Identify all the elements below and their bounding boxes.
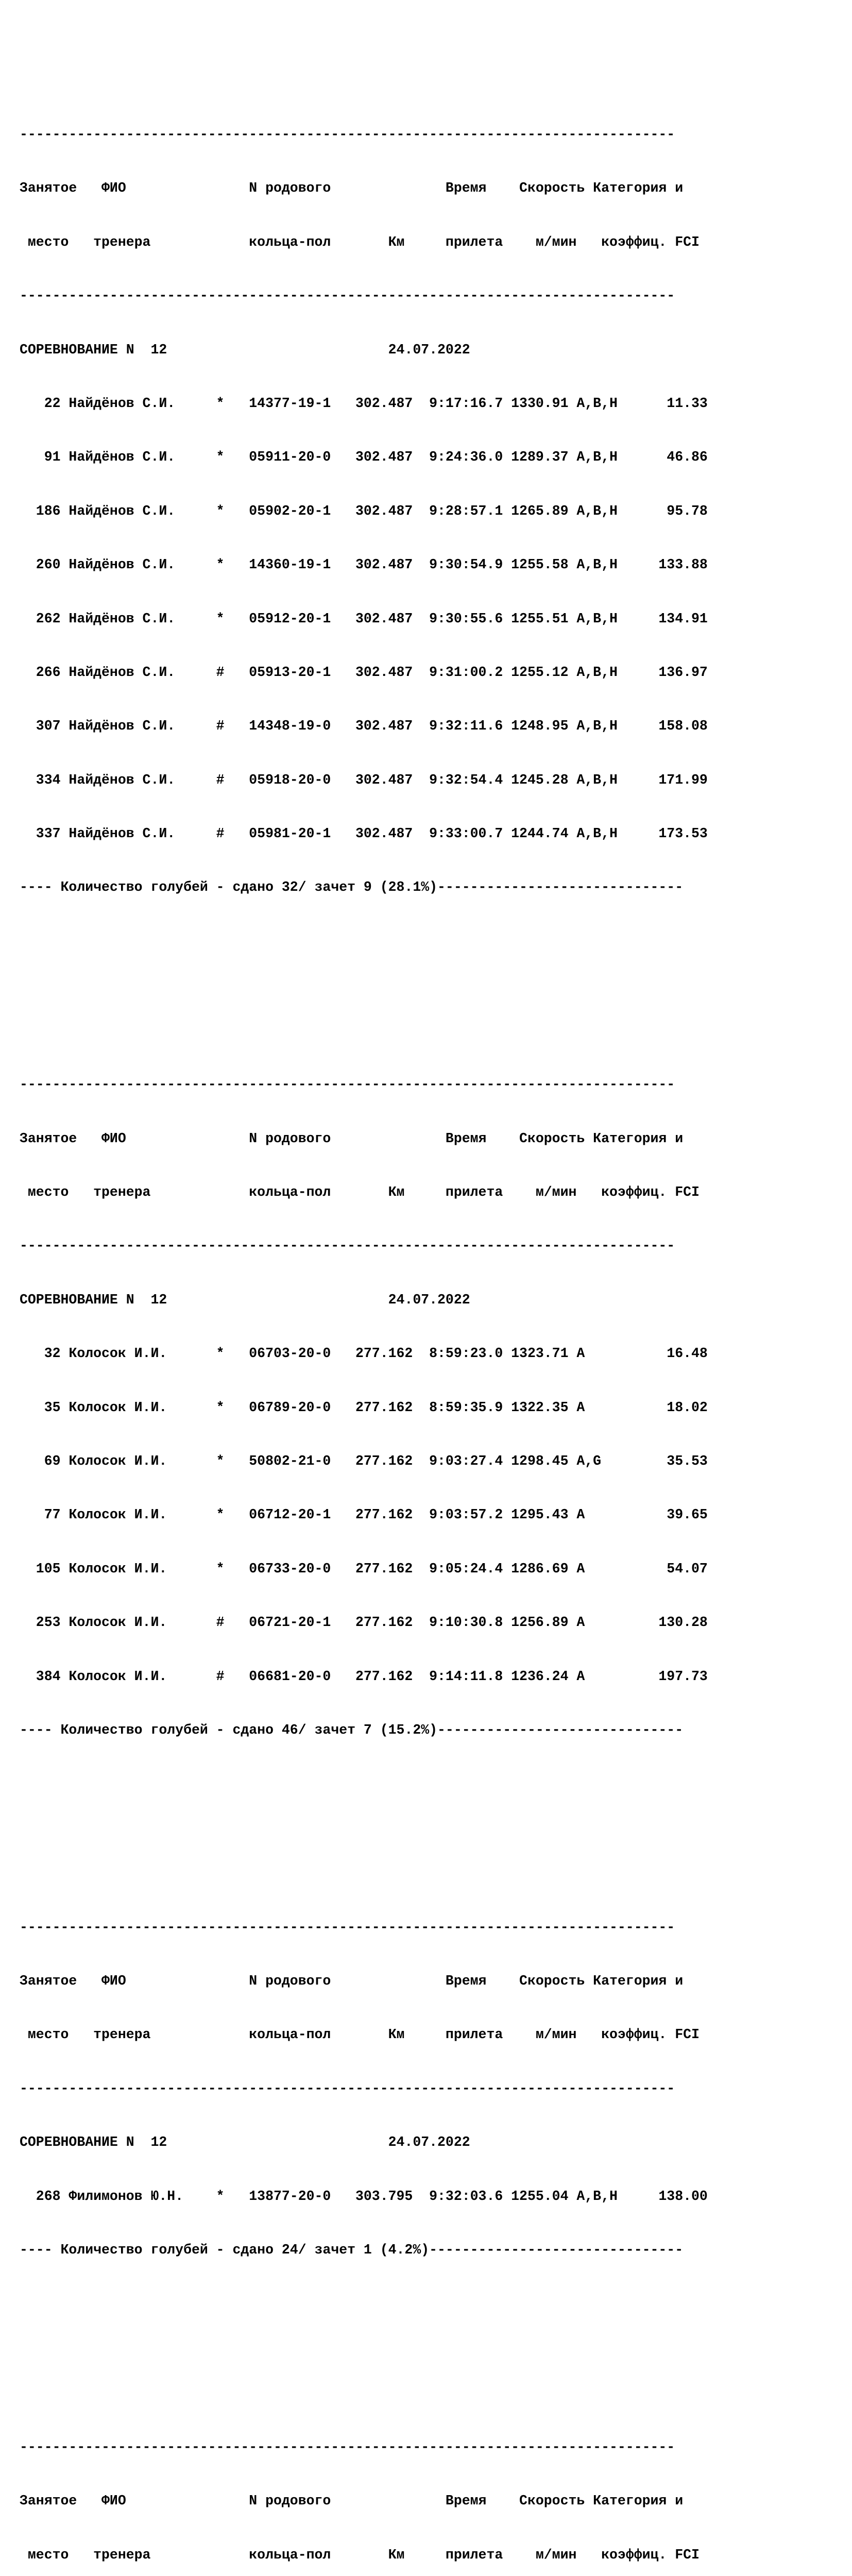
summary-line: ---- Количество голубей - сдано 46/ зачет 7 (15.2%)------------------------------ xyxy=(20,1722,684,1738)
column-header-line-2: место тренера кольца-пол Км прилета м/мин коэффиц. FCI xyxy=(20,2027,700,2043)
result-row: 69 Колосок И.И. * 50802-21-0 277.162 9:03:27.4 1298.45 A,G 35.53 xyxy=(20,1453,708,1469)
separator-line: -------------------------------------------------------------------------------- xyxy=(20,2080,675,2096)
separator-line: -------------------------------------------------------------------------------- xyxy=(20,1238,675,1254)
separator-line: -------------------------------------------------------------------------------- xyxy=(20,1919,675,1935)
column-header-line-2: место тренера кольца-пол Км прилета м/мин коэффиц. FCI xyxy=(20,1184,700,1200)
result-row: 262 Найдёнов С.И. * 05912-20-1 302.487 9:30:55.6 1255.51 A,B,H 134.91 xyxy=(20,611,708,626)
result-row: 105 Колосок И.И. * 06733-20-0 277.162 9:05:24.4 1286.69 A 54.07 xyxy=(20,1561,708,1577)
result-row: 307 Найдёнов С.И. # 14348-19-0 302.487 9:32:11.6 1248.95 A,B,H 158.08 xyxy=(20,718,708,734)
results-document xyxy=(20,36,708,2576)
result-row: 32 Колосок И.И. * 06703-20-0 277.162 8:59:23.0 1323.71 A 16.48 xyxy=(20,1346,708,1362)
column-header-line-2: место тренера кольца-пол Км прилета м/мин коэффиц. FCI xyxy=(20,234,700,250)
separator-line: -------------------------------------------------------------------------------- xyxy=(20,126,675,142)
result-row: 268 Филимонов Ю.Н. * 13877-20-0 303.795 9:32:03.6 1255.04 A,B,H 138.00 xyxy=(20,2188,708,2204)
result-row: 35 Колосок И.И. * 06789-20-0 277.162 8:59:35.9 1322.35 A 18.02 xyxy=(20,1399,708,1415)
result-row: 91 Найдёнов С.И. * 05911-20-0 302.487 9:24:36.0 1289.37 A,B,H 46.86 xyxy=(20,449,708,465)
result-row: 334 Найдёнов С.И. # 05918-20-0 302.487 9:32:54.4 1245.28 A,B,H 171.99 xyxy=(20,772,708,788)
result-row: 186 Найдёнов С.И. * 05902-20-1 302.487 9:28:57.1 1265.89 A,B,H 95.78 xyxy=(20,503,708,519)
result-row: 77 Колосок И.И. * 06712-20-1 277.162 9:03:57.2 1295.43 A 39.65 xyxy=(20,1507,708,1523)
result-row: 253 Колосок И.И. # 06721-20-1 277.162 9:10:30.8 1256.89 A 130.28 xyxy=(20,1615,708,1631)
result-row: 266 Найдёнов С.И. # 05913-20-1 302.487 9:31:00.2 1255.12 A,B,H 136.97 xyxy=(20,664,708,680)
spacer xyxy=(20,933,708,951)
column-header-line-1: Занятое ФИО N родового Время Скорость Категория и xyxy=(20,180,684,196)
column-header-line-2: место тренера кольца-пол Км прилета м/мин коэффиц. FCI xyxy=(20,2547,700,2563)
results-block xyxy=(20,1040,708,1829)
competition-line: СОРЕВНОВАНИЕ N 12 24.07.2022 xyxy=(20,1292,470,1308)
summary-line: ---- Количество голубей - сдано 32/ зачет 9 (28.1%)------------------------------ xyxy=(20,879,684,895)
column-header-line-1: Занятое ФИО N родового Время Скорость Категория и xyxy=(20,1130,684,1146)
spacer xyxy=(20,2295,708,2313)
spacer xyxy=(20,1775,708,1793)
results-block xyxy=(20,1883,708,2349)
result-row: 22 Найдёнов С.И. * 14377-19-1 302.487 9:17:16.7 1330.91 A,B,H 11.33 xyxy=(20,395,708,411)
summary-line: ---- Количество голубей - сдано 24/ зачет 1 (4.2%)------------------------------- xyxy=(20,2242,684,2258)
results-block xyxy=(20,2402,708,2576)
result-row: 384 Колосок И.И. # 06681-20-0 277.162 9:14:11.8 1236.24 A 197.73 xyxy=(20,1668,708,1684)
result-row: 337 Найдёнов С.И. # 05981-20-1 302.487 9:33:00.7 1244.74 A,B,H 173.53 xyxy=(20,826,708,842)
column-header-line-1: Занятое ФИО N родового Время Скорость Категория и xyxy=(20,2493,684,2509)
competition-line: СОРЕВНОВАНИЕ N 12 24.07.2022 xyxy=(20,2134,470,2150)
separator-line: -------------------------------------------------------------------------------- xyxy=(20,2439,675,2455)
separator-line: -------------------------------------------------------------------------------- xyxy=(20,1077,675,1093)
competition-line: СОРЕВНОВАНИЕ N 12 24.07.2022 xyxy=(20,342,470,358)
column-header-line-1: Занятое ФИО N родового Время Скорость Категория и xyxy=(20,1973,684,1989)
results-block xyxy=(20,90,708,986)
result-row: 260 Найдёнов С.И. * 14360-19-1 302.487 9:30:54.9 1255.58 A,B,H 133.88 xyxy=(20,557,708,573)
separator-line: -------------------------------------------------------------------------------- xyxy=(20,288,675,304)
